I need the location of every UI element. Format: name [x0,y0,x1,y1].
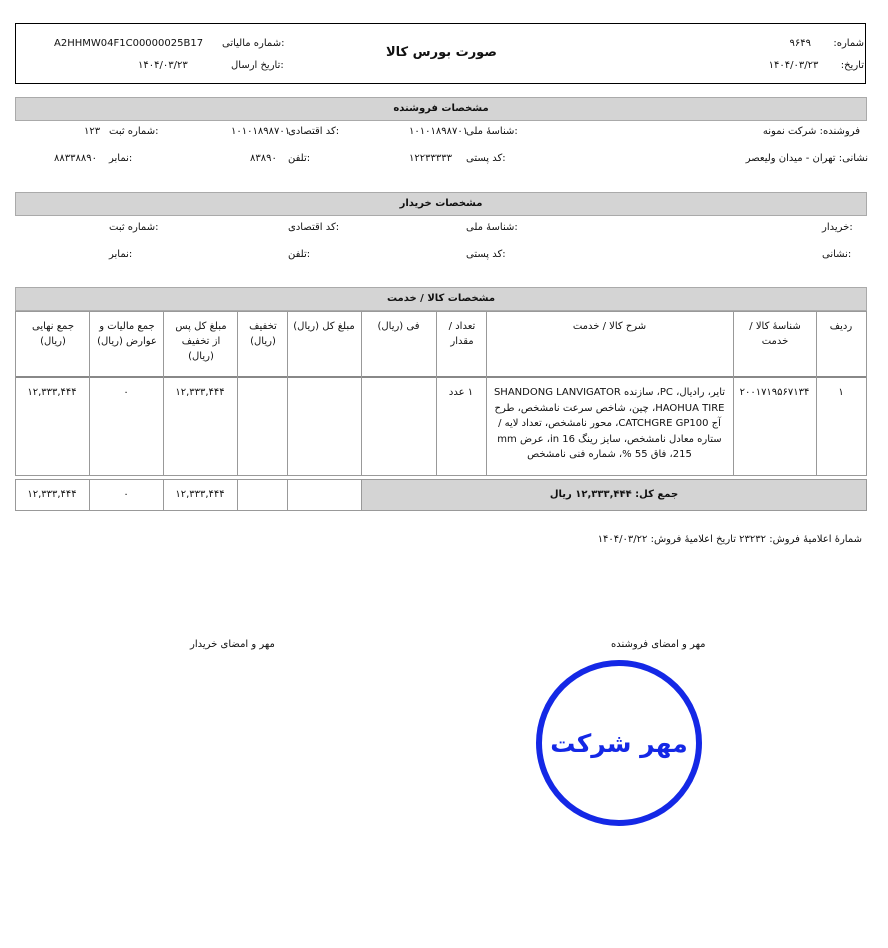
col-header-tax: جمع مالیات و عوارض (ریال) [97,321,157,347]
col-header-unit-price: فی (ریال) [377,321,420,332]
seller-phone-label: تلفن: [288,153,311,164]
col-header-row: ردیف [829,321,853,332]
col-header-discount: تخفیف (ریال) [249,321,277,347]
col-header-qty: تعداد / مقدار [448,321,476,347]
item-final: ۱۲,۳۳۳,۴۴۴ [27,387,77,398]
send-date-value: ۱۴۰۴/۰۳/۲۳ [138,60,188,71]
seller-fax-value: ۸۸۳۳۸۸۹۰ [54,153,97,164]
sales-announcement: شمارهٔ اعلامیهٔ فروش: ۲۳۲۳۲ تاریخ اعلامیهٔ فروش: ۱۴۰۴/۰۳/۲۲ [597,534,862,545]
col-header-after-discount: مبلغ کل پس از تخفیف (ریال) [175,321,227,362]
seller-phone-value: ۸۳۸۹۰ [250,153,277,164]
seller-economic-code-value: ۱۰۱۰۱۸۹۸۷۰۱ [231,126,291,137]
company-stamp-text: مهر شرکت [550,728,688,758]
buyer-national-id-label: شناسهٔ ملی: [466,222,518,233]
col-header-code: شناسهٔ کالا / خدمت [749,321,801,347]
seller-postal-label: کد پستی: [466,153,506,164]
total-after-discount: ۱۲,۳۳۳,۴۴۴ [175,489,225,500]
buyer-economic-code-label: کد اقتصادی: [288,222,340,233]
tax-id-value: A2HHMW04F1C00000025B17 [54,38,204,49]
seller-national-id-value: ۱۰۱۰۱۸۹۸۷۰۱ [409,126,469,137]
seller-section-title: مشخصات فروشنده [15,97,867,121]
seller-reg-no-value: ۱۲۳ [84,126,101,137]
invoice-number: شماره: ۹۶۴۹ [789,38,864,49]
seller-address: نشانی: تهران - میدان ولیعصر [745,153,868,164]
total-final: ۱۲,۳۳۳,۴۴۴ [27,489,77,500]
buyer-address-label: نشانی: [822,249,852,260]
buyer-fax-label: نمابر: [109,249,133,260]
buyer-section-title: مشخصات خریدار [15,192,867,216]
buyer-name-label: خریدار: [822,222,853,233]
seller-postal-value: ۱۲۲۳۳۳۳۳ [409,153,452,164]
goods-table [15,311,867,511]
item-description: تایر، رادیال، PC، سازنده SHANDONG LANVIGATOR HAOHUA TIRE، چین، شاخص سرعت نامشخص، طرح آج CATCHGRE GP100، محور نامشخص، تعداد لایه / ستاره معادل نامشخص، سایز رینگ in 16، عرض mm 215، فاق 55 %، شماره فنی نامشخص [493,387,726,460]
goods-section-title: مشخصات کالا / خدمت [15,287,867,311]
item-tax: ۰ [123,387,129,398]
item-qty: ۱ عدد [448,387,474,398]
seller-reg-no-label: شماره ثبت: [109,126,159,137]
col-header-final: جمع نهایی (ریال) [31,321,75,347]
buyer-phone-label: تلفن: [288,249,311,260]
tax-id-label: شماره مالیاتی: [222,38,285,49]
col-header-description: شرح کالا / خدمت [572,321,647,332]
send-date-label: تاریخ ارسال: [231,60,284,71]
buyer-signature-label: مهر و امضای خریدار [190,639,275,650]
buyer-reg-no-label: شماره ثبت: [109,222,159,233]
item-row-number: ۱ [838,387,844,398]
seller-national-id-label: شناسهٔ ملی: [466,126,518,137]
col-header-total: مبلغ کل (ریال) [293,321,355,332]
grand-total-label: جمع کل: ۱۲,۳۳۳,۴۴۴ ریال [549,489,679,500]
item-after-discount: ۱۲,۳۳۳,۴۴۴ [175,387,225,398]
item-code: ۲۰۰۱۷۱۹۵۶۷۱۳۴ [739,387,810,398]
buyer-postal-label: کد پستی: [466,249,506,260]
seller-fax-label: نمابر: [109,153,133,164]
invoice-date: تاریخ: ۱۴۰۴/۰۳/۲۳ [768,60,864,71]
company-stamp [536,660,702,826]
total-tax: ۰ [123,489,129,500]
seller-economic-code-label: کد اقتصادی: [288,126,340,137]
page-title: صورت بورس کالا [386,45,497,60]
seller-signature-label: مهر و امضای فروشنده [611,639,706,650]
seller-name: فروشنده: شرکت نمونه [762,126,860,137]
